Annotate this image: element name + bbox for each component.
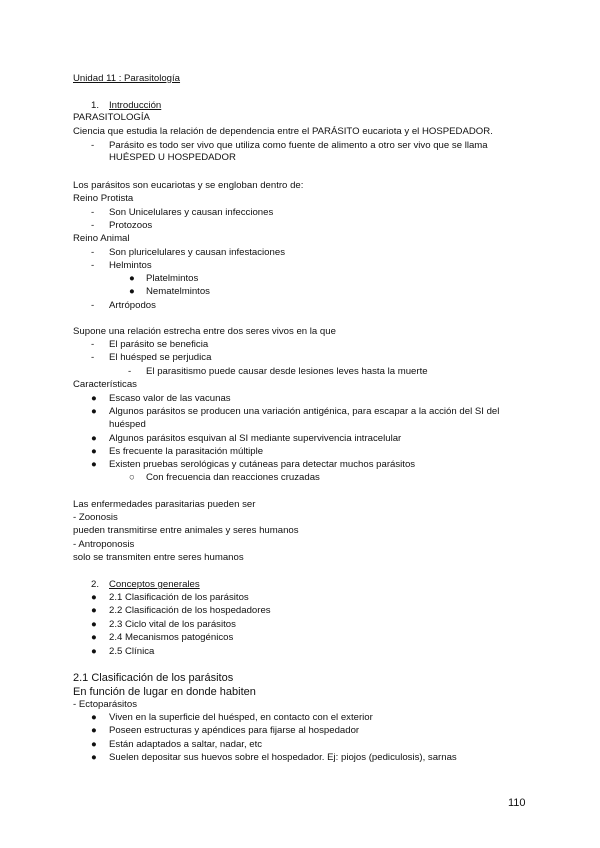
list-item: Escaso valor de las vacunas [109,393,231,404]
bullet-dot: ● [91,446,97,457]
ectoparasitos-label: - Ectoparásitos [73,699,137,710]
list-item-continuation: huésped [109,419,146,430]
bullet-dot: ● [129,273,135,284]
list-item: Algunos parásitos esquivan al SI mediante supervivencia intracelular [109,433,402,444]
sub-list-item: Platelmintos [146,273,199,284]
bullet-dot: ● [91,459,97,470]
section-number: 2. [91,579,100,590]
unit-title: Unidad 11 : Parasitología [73,73,181,84]
section-number: 1. [91,100,100,111]
dash-bullet: - [91,220,95,231]
dash-bullet: - [91,352,95,363]
dash-bullet: - [91,260,95,271]
dash-bullet: - [128,366,132,377]
list-item: Poseen estructuras y apéndices para fijarse al hospedador [109,725,360,736]
list-item: Suelen depositar sus huevos sobre el hospedador. Ej: piojos (pediculosis), sarnas [109,752,457,763]
zoonosis-label: - Zoonosis [73,512,118,523]
paragraph: En función de lugar en donde habiten [73,686,256,698]
bullet-dot: ● [91,619,97,630]
dash-bullet: - [91,339,95,350]
paragraph: Los parásitos son eucariotas y se engloban dentro de: [73,180,304,191]
section-title: Conceptos generales [109,579,200,590]
bullet-dot: ● [91,393,97,404]
dash-bullet: - [91,300,95,311]
section-title: Introducción [109,100,162,111]
bullet-dot: ● [91,646,97,657]
dash-bullet: - [91,247,95,258]
bullet-dot: ● [91,406,97,417]
list-item-continuation: HUÉSPED U HOSPEDADOR [109,152,236,163]
list-item: Es frecuente la parasitación múltiple [109,446,264,457]
definition-text: Ciencia que estudia la relación de dependencia entre el PARÁSITO eucariota y el HOSPEDADOR. [73,126,493,137]
circle-bullet: ○ [129,472,135,483]
list-item: El huésped se perjudica [109,352,212,363]
list-item: Son Unicelulares y causan infecciones [109,207,274,218]
bullet-dot: ● [91,632,97,643]
antroponosis-desc: solo se transmiten entre seres humanos [73,552,244,563]
page-number: 110 [508,797,526,809]
list-item: Algunos parásitos se producen una variación antigénica, para escapar a la acción del SI del [109,406,500,417]
paragraph: Las enfermedades parasitarias pueden ser [73,499,256,510]
list-item: 2.2 Clasificación de los hospedadores [109,605,271,616]
list-item: Artrópodos [109,300,156,311]
list-item: 2.1 Clasificación de los parásitos [109,592,249,603]
subsection-title: 2.1 Clasificación de los parásitos [73,672,234,684]
zoonosis-desc: pueden transmitirse entre animales y seres humanos [73,525,299,536]
heading-caracteristicas: Características [73,379,137,390]
dash-bullet: - [91,207,95,218]
bullet-dot: ● [91,433,97,444]
list-item: Protozoos [109,220,153,231]
list-item: Helmintos [109,260,152,271]
dash-bullet: - [91,140,95,151]
bullet-dot: ● [129,286,135,297]
bullet-dot: ● [91,752,97,763]
list-item: El parásito se beneficia [109,339,209,350]
list-item: 2.5 Clínica [109,646,155,657]
reino-protista: Reino Protista [73,193,134,204]
list-item: Son pluricelulares y causan infestaciones [109,247,285,258]
list-item: Existen pruebas serológicas y cutáneas para detectar muchos parásitos [109,459,416,470]
bullet-dot: ● [91,592,97,603]
reino-animal: Reino Animal [73,233,130,244]
heading-parasitologia: PARASITOLOGÍA [73,112,150,123]
list-item: Parásito es todo ser vivo que utiliza como fuente de alimento a otro ser vivo que se llama [109,140,488,151]
list-item: Viven en la superficie del huésped, en contacto con el exterior [109,712,373,723]
sub-list-item: El parasitismo puede causar desde lesiones leves hasta la muerte [146,366,428,377]
list-item: Están adaptados a saltar, nadar, etc [109,739,263,750]
list-item: 2.3 Ciclo vital de los parásitos [109,619,236,630]
sub-list-item: Con frecuencia dan reacciones cruzadas [146,472,320,483]
paragraph: Supone una relación estrecha entre dos seres vivos en la que [73,326,336,337]
antroponosis-label: - Antroponosis [73,539,135,550]
bullet-dot: ● [91,725,97,736]
list-item: 2.4 Mecanismos patogénicos [109,632,234,643]
bullet-dot: ● [91,712,97,723]
bullet-dot: ● [91,605,97,616]
bullet-dot: ● [91,739,97,750]
sub-list-item: Nematelmintos [146,286,210,297]
